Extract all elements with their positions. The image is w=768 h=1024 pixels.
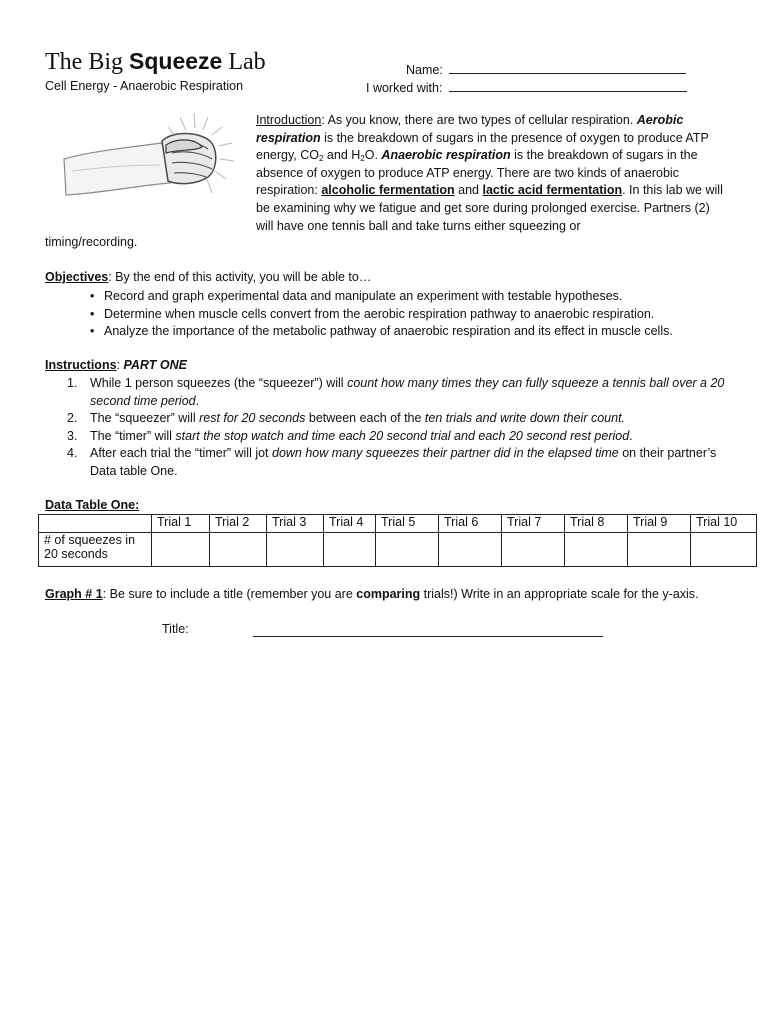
aerobic-term: Aerobic respiration <box>256 113 684 145</box>
lactic-acid-fermentation-term: lactic acid fermentation <box>482 183 623 198</box>
trial-entry-cell[interactable] <box>152 533 210 567</box>
graph-title-blank-line[interactable] <box>253 624 603 637</box>
trial-entry-cell[interactable] <box>691 533 757 567</box>
trial-entry-cell[interactable] <box>267 533 324 567</box>
anaerobic-term: Anaerobic respiration <box>381 148 511 163</box>
instruction-step: 4. After each trial the “timer” will jot down how many squeezes their partner did in the elapsed time on their partner’s Data table One. <box>67 446 717 478</box>
graph-instructions: Graph # 1: Be sure to include a title (remember you are comparing trials!) Write in an appropriate scale for the y-axis. <box>45 587 699 601</box>
trial-header: Trial 10 <box>691 515 757 533</box>
row-label: # of squeezes in 20 seconds <box>39 533 152 567</box>
trial-header: Trial 8 <box>565 515 628 533</box>
trial-entry-cell[interactable] <box>565 533 628 567</box>
introduction-heading: Introduction <box>256 113 322 127</box>
table-header-row <box>39 515 757 533</box>
table-corner-cell <box>39 515 152 533</box>
part-one-label: PART ONE <box>123 358 187 372</box>
alcoholic-fermentation-term: alcoholic fermentation <box>321 183 455 198</box>
trial-header: Trial 6 <box>439 515 502 533</box>
objectives-heading: Objectives <box>45 270 109 284</box>
title-prefix: The Big <box>45 49 129 75</box>
trial-entry-cell[interactable] <box>628 533 691 567</box>
objective-item: • Analyze the importance of the metabolic pathway of anaerobic respiration and its effect in muscle cells. <box>90 323 673 341</box>
graph-heading: Graph # 1 <box>45 587 103 601</box>
trial-entry-cell[interactable] <box>376 533 439 567</box>
trial-header: Trial 9 <box>628 515 691 533</box>
name-blank-line[interactable] <box>449 61 686 74</box>
graph-title-label: Title: <box>162 622 189 636</box>
title-suffix: Lab <box>222 49 266 75</box>
instructions-heading: Instructions <box>45 358 117 372</box>
worked-with-blank-line[interactable] <box>449 79 687 92</box>
name-field[interactable] <box>406 61 686 77</box>
objective-item: • Record and graph experimental data and manipulate an experiment with testable hypotheses. <box>90 288 673 306</box>
trial-entry-cell[interactable] <box>502 533 565 567</box>
page-title <box>45 48 266 76</box>
introduction-paragraph: Introduction: As you know, there are two types of cellular respiration. Aerobic respiration is the breakdown of sugars in the presence of oxygen to produce ATP energy, $CO_2$ and $H_2O$. Anaerobic respiration is the breakdown of sugars in the absence of oxygen to produce ATP energy. There are two kinds of anaerobic respiration: alcoholic fermentation and lactic acid fermentation. In this lab we will be examining why we fatigue and get sore during prolonged exercise. Partners (2) will have one tennis ball and take turns either squeezing or <box>256 113 723 233</box>
trial-header: Trial 5 <box>376 515 439 533</box>
objectives-lead: Objectives: By the end of this activity, you will be able to… <box>45 270 372 284</box>
page-subtitle: Cell Energy - Anaerobic Respiration <box>45 79 244 93</box>
instructions-lead: Instructions: PART ONE <box>45 358 187 372</box>
data-table-heading: Data Table One: <box>45 498 140 512</box>
introduction-continuation: timing/recording. <box>45 235 138 249</box>
trial-entry-cell[interactable] <box>439 533 502 567</box>
instruction-step: 3. The “timer” will start the stop watch and time each 20 second trial and each 20 second rest period. <box>67 428 633 443</box>
trial-entry-cell[interactable] <box>324 533 376 567</box>
worked-with-label: I worked with: <box>366 81 443 95</box>
data-table-one <box>38 514 757 567</box>
objective-item: • Determine when muscle cells convert from the aerobic respiration pathway to anaerobic respiration. <box>90 306 673 324</box>
instruction-step: 1. While 1 person squeezes (the “squeezer”) will count how many times they can fully squeeze a tennis ball over a 20 second time period. <box>67 376 725 408</box>
instruction-step: 2. The “squeezer” will rest for 20 seconds between each of the ten trials and write down their count. <box>67 411 626 426</box>
squeezing-fist-illustration <box>62 113 242 203</box>
objectives-list <box>90 288 673 341</box>
worked-with-field[interactable] <box>366 79 687 95</box>
trial-header: Trial 4 <box>324 515 376 533</box>
name-label: Name: <box>406 63 443 77</box>
trial-header: Trial 7 <box>502 515 565 533</box>
trial-header: Trial 3 <box>267 515 324 533</box>
trial-header: Trial 2 <box>210 515 267 533</box>
title-bold-word: Squeeze <box>129 48 223 74</box>
table-row <box>39 533 757 567</box>
trial-entry-cell[interactable] <box>210 533 267 567</box>
trial-header: Trial 1 <box>152 515 210 533</box>
instructions-list <box>67 375 727 481</box>
